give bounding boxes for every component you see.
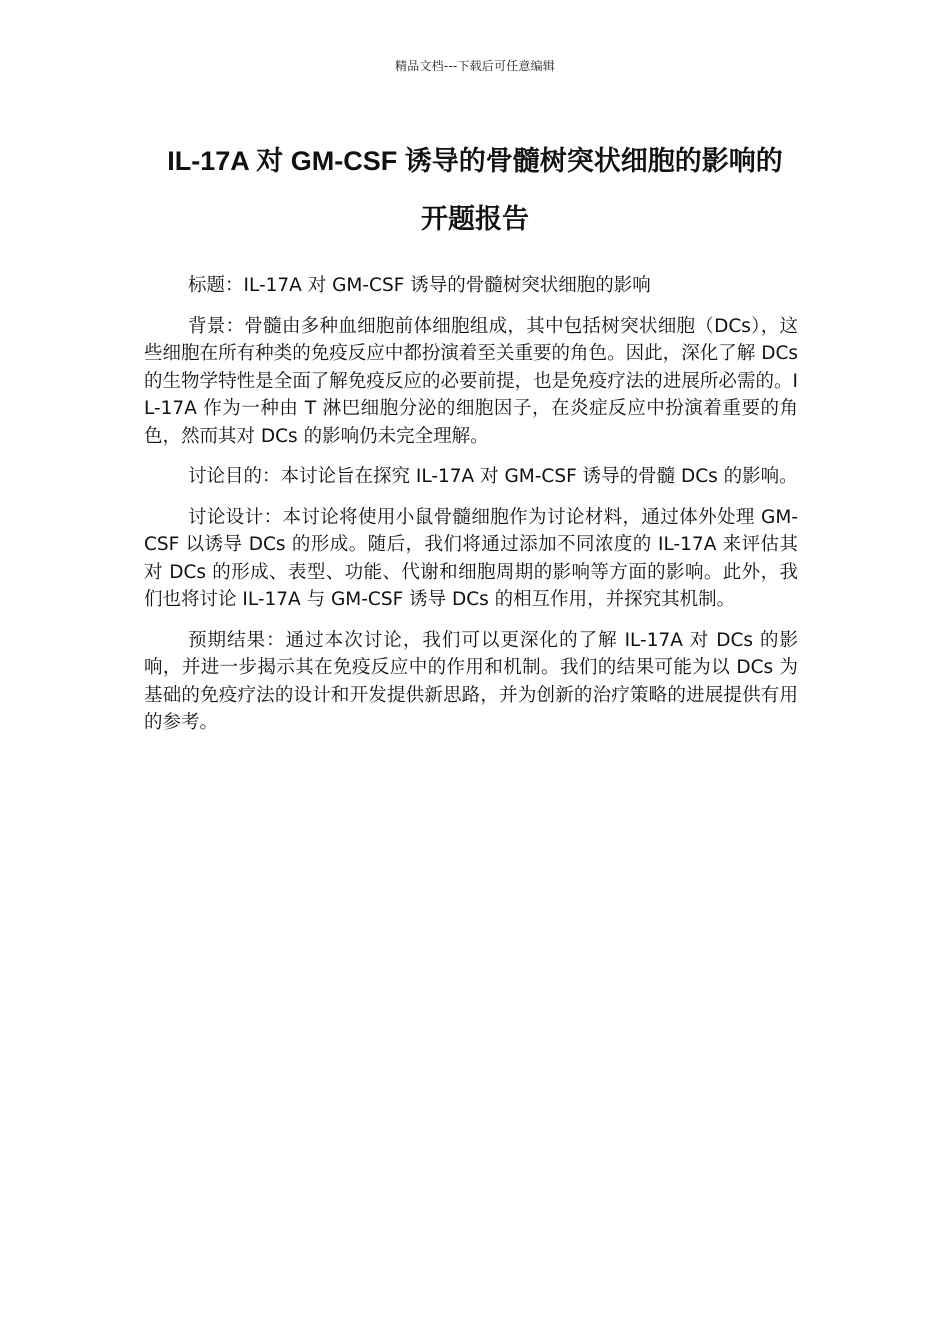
header-note: 精品文档---下载后可任意编辑 xyxy=(395,59,555,73)
title-line-1: IL-17A 对 GM-CSF 诱导的骨髓树突状细胞的影响的 xyxy=(167,146,783,176)
purpose-paragraph: 讨论目的：本讨论旨在探究 IL-17A 对 GM-CSF 诱导的骨髓 DCs 的影响。 xyxy=(188,466,798,487)
heading-paragraph: 标题：IL-17A 对 GM-CSF 诱导的骨髓树突状细胞的影响 xyxy=(188,275,651,296)
document-body xyxy=(144,272,798,750)
document-title xyxy=(120,132,830,248)
expected-results-paragraph: 预期结果：通过本次讨论，我们可以更深化的了解 IL-17A 对 DCs 的影响，并进一步揭示其在免疫反应中的作用和机制。我们的结果可能为以 DCs 为基础的免疫疗法的设计和开发提供新思路，并为创新的治疗策略的进展提供有用的参考。 xyxy=(144,629,798,733)
background-paragraph: 背景：骨髓由多种血细胞前体细胞组成，其中包括树突状细胞（DCs），这些细胞在所有种类的免疫反应中都扮演着至关重要的角色。因此，深化了解 DCs 的生物学特性是全面了解免疫反应的必要前提，也是免疫疗法的进展所必需的。IL-17A 作为一种由 T 淋巴细胞分泌的细胞因子，在炎症反应中扮演着重要的角色，然而其对 DCs 的影响仍未完全理解。 xyxy=(144,315,798,447)
design-paragraph: 讨论设计：本讨论将使用小鼠骨髓细胞作为讨论材料，通过体外处理 GM-CSF 以诱导 DCs 的形成。随后，我们将通过添加不同浓度的 IL-17A 来评估其对 DCs 的形成、表型、功能、代谢和细胞周期的影响等方面的影响。此外，我们也将讨论 IL-17A 与 GM-CSF 诱导 DCs 的相互作用，并探究其机制。 xyxy=(144,506,798,610)
title-line-2: 开题报告 xyxy=(421,204,529,234)
